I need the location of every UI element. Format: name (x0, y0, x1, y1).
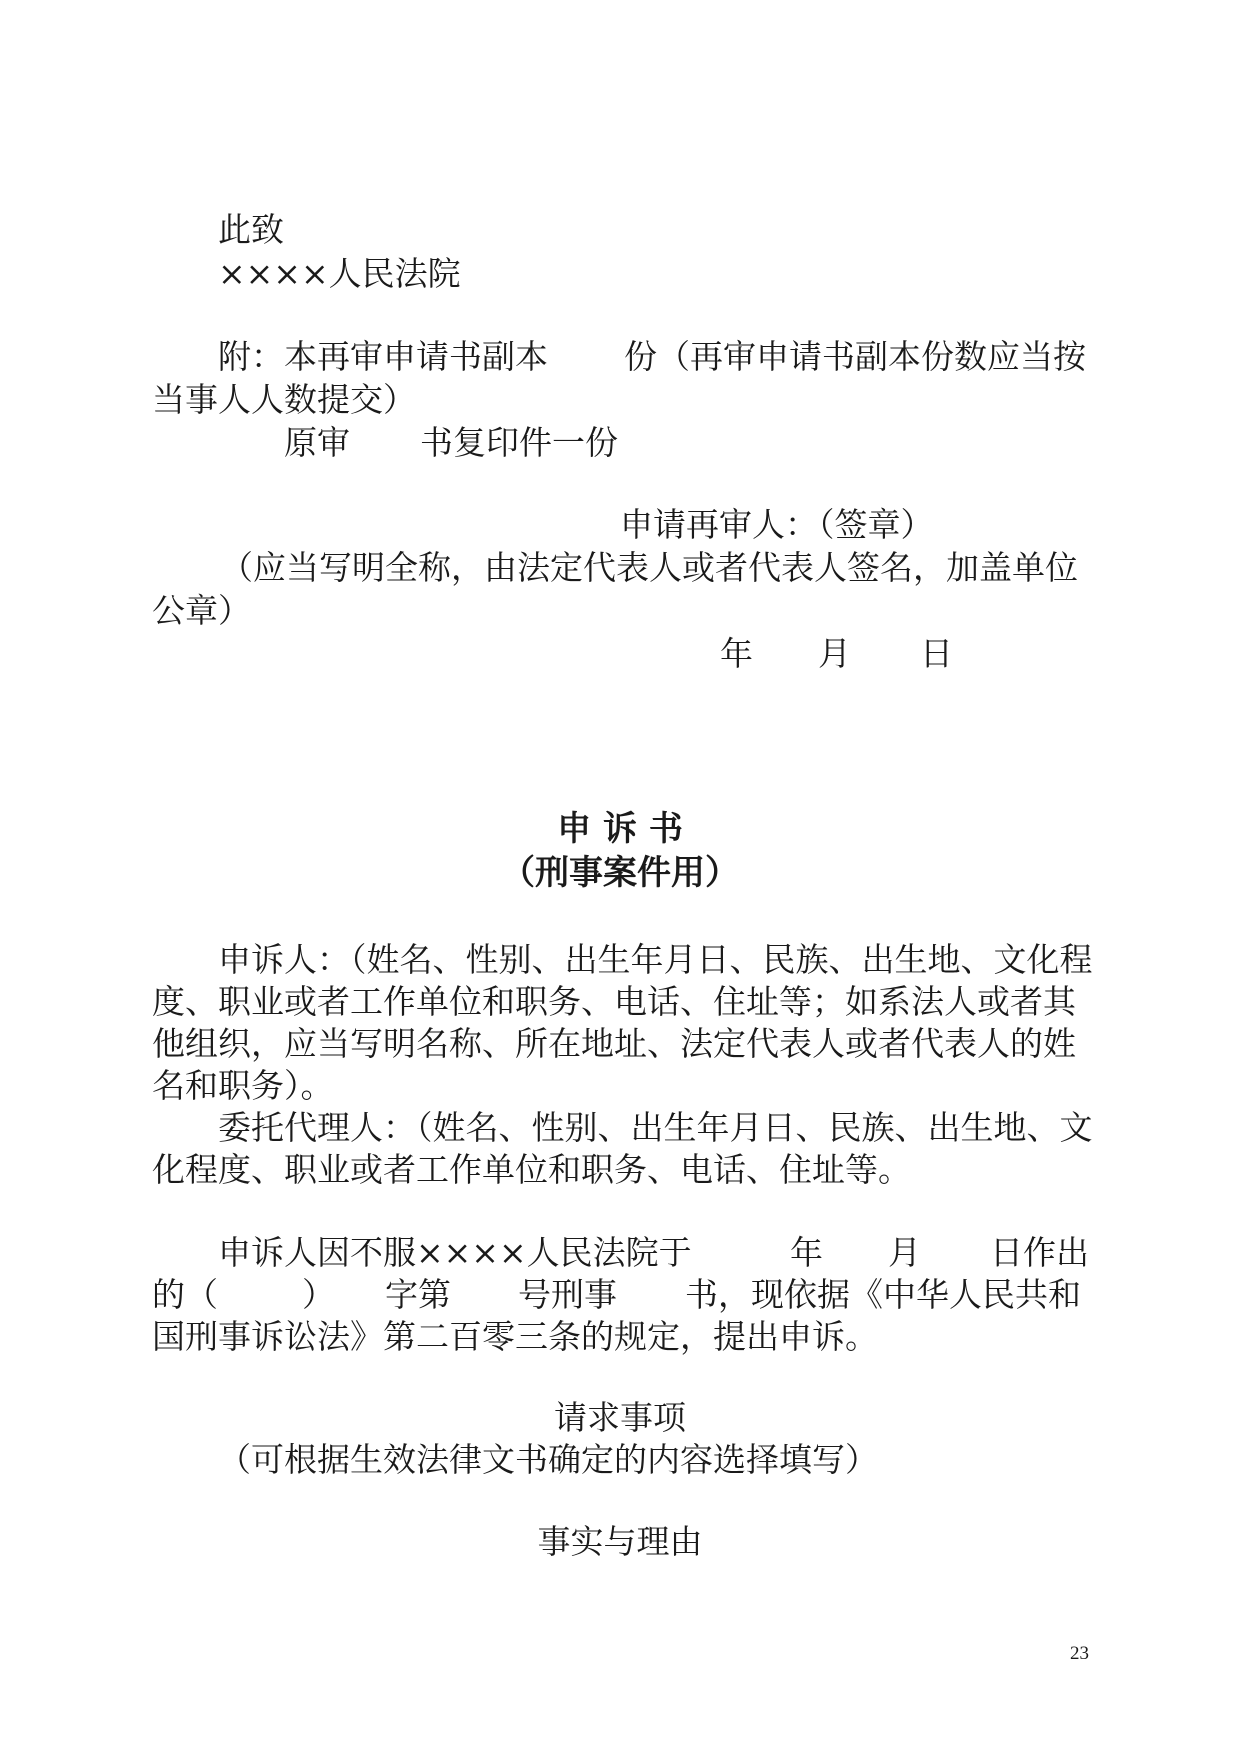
complainant-line-3: 他组织，应当写明名称、所在地址、法定代表人或者代表人的姓 (152, 1024, 1076, 1063)
attachment-line-2a: 原审 (284, 423, 350, 462)
court-name: ××××人民法院 (218, 254, 461, 293)
facts-heading: 事实与理由 (537, 1522, 703, 1561)
page-number: 23 (1070, 1643, 1089, 1664)
applicant-signature: 申请再审人：（签章） (620, 505, 934, 544)
complainant-line-4: 名和职务）。 (152, 1066, 334, 1105)
body-line-2b: ） (302, 1275, 335, 1314)
document-subtitle: （刑事案件用） (501, 853, 739, 893)
attachment-line-1a: 附：本再审申请书副本 (218, 337, 548, 376)
date-month: 月 (818, 634, 851, 673)
request-note: （可根据生效法律文书确定的内容选择填写） (218, 1440, 878, 1479)
body-line-1d: 日作出 (990, 1233, 1089, 1272)
body-line-2a: 的（ (152, 1275, 218, 1314)
body-line-1c: 月 (888, 1233, 921, 1272)
attachment-line-1c: 当事人人数提交） (152, 380, 416, 419)
agent-line-2: 化程度、职业或者工作单位和职务、电话、住址等。 (152, 1150, 911, 1189)
document-title: 申 诉 书 (557, 809, 683, 849)
salutation: 此致 (218, 210, 284, 249)
date-day: 日 (920, 634, 953, 673)
attachment-line-1b: 份（再审申请书副本份数应当按 (624, 337, 1086, 376)
body-line-3: 国刑事诉讼法》第二百零三条的规定，提出申诉。 (152, 1317, 878, 1356)
body-line-1a: 申诉人因不服××××人民法院于 (218, 1233, 692, 1272)
complainant-line-1: 申诉人：（姓名、性别、出生年月日、民族、出生地、文化程 (218, 940, 1093, 979)
applicant-note-line-1: （应当写明全称，由法定代表人或者代表人签名，加盖单位 (220, 548, 1078, 587)
body-line-1b: 年 (790, 1233, 823, 1272)
body-line-2d: 号刑事 (518, 1275, 617, 1314)
date-year: 年 (720, 634, 753, 673)
applicant-note-line-2: 公章） (152, 591, 251, 630)
attachment-line-2b: 书复印件一份 (420, 423, 618, 462)
agent-line-1: 委托代理人：（姓名、性别、出生年月日、民族、出生地、文 (218, 1108, 1093, 1147)
complainant-line-2: 度、职业或者工作单位和职务、电话、住址等；如系法人或者其 (152, 982, 1076, 1021)
request-heading: 请求事项 (554, 1398, 686, 1437)
body-line-2e: 书，现依据《中华人民共和 (685, 1275, 1081, 1314)
body-line-2c: 字第 (385, 1275, 451, 1314)
